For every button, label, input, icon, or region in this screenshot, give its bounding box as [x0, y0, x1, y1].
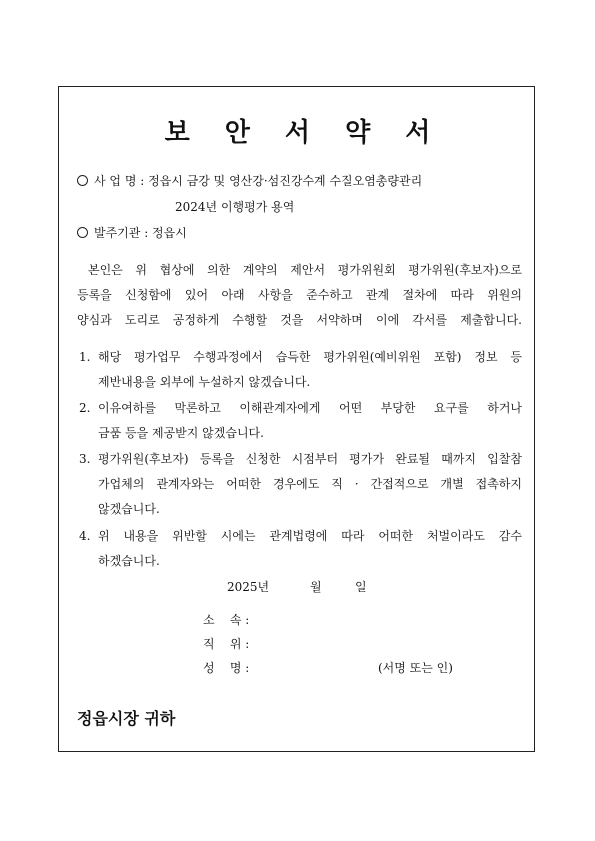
sign-note: (서명 또는 인) — [378, 661, 453, 675]
project-name-line2: 2024년 이행평가 용역 — [175, 200, 295, 214]
name-label: 성 명 : — [203, 661, 250, 675]
item-4-line-2: 하겠습니다. — [98, 554, 160, 568]
document-title: 보 안 서 약 서 — [164, 118, 444, 148]
circle-bullet-icon — [77, 227, 88, 238]
date-year: 2025년 — [227, 580, 270, 594]
item-1-line-1: 해당 평가업무 수행과정에서 습득한 평가위원(예비위원 포함) 정보 등 — [98, 350, 522, 364]
client-label: 발주기관 — [94, 226, 141, 240]
date-month: 월 — [310, 580, 322, 594]
project-line: 사 업 명 : 정읍시 금강 및 영산강·섬진강수계 수질오염총량관리 — [77, 173, 422, 189]
circle-bullet-icon — [77, 175, 88, 186]
intro-line-2: 등록을 신청함에 있어 아래 사항을 준수하고 관계 절차에 따라 위원의 — [77, 288, 522, 302]
item-number: 1. — [79, 350, 91, 364]
project-label: 사 업 명 — [94, 174, 137, 188]
position-label: 직 위 : — [203, 637, 250, 651]
item-3-line-2: 가업체의 관계자와는 어떠한 경우에도 직 · 간접적으로 개별 접촉하지 — [98, 477, 522, 491]
item-3-line-3: 않겠습니다. — [98, 502, 160, 516]
client-value: 정읍시 — [152, 226, 187, 240]
project-name-line1: 정읍시 금강 및 영산강·섬진강수계 수질오염총량관리 — [148, 174, 423, 188]
client-line: 발주기관 : 정읍시 — [77, 225, 187, 241]
item-2-line-2: 금품 등을 제공받지 않겠습니다. — [98, 426, 264, 440]
item-number: 3. — [79, 452, 91, 466]
intro-line-3: 양심과 도리로 공정하게 수행할 것을 서약하며 이에 각서를 제출합니다. — [77, 313, 522, 327]
item-3-line-1: 평가위원(후보자) 등록을 신청한 시점부터 평가가 완료될 때까지 입찰참 — [98, 452, 522, 466]
item-4-line-1: 위 내용을 위반할 시에는 관계법령에 따라 어떠한 처벌이라도 감수 — [98, 529, 522, 543]
affiliation-label: 소 속 : — [203, 613, 250, 627]
item-2-line-1: 이유여하를 막론하고 이해관계자에게 어떤 부당한 요구를 하거나 — [98, 401, 522, 415]
addressee: 정읍시장 귀하 — [77, 709, 176, 728]
intro-line-1: 본인은 위 협상에 의한 계약의 제안서 평가위원회 평가위원(후보자)으로 — [88, 263, 522, 277]
item-number: 4. — [79, 529, 91, 543]
date-day: 일 — [355, 580, 367, 594]
item-number: 2. — [79, 401, 91, 415]
item-1-line-2: 제반내용을 외부에 누설하지 않겠습니다. — [98, 375, 311, 389]
